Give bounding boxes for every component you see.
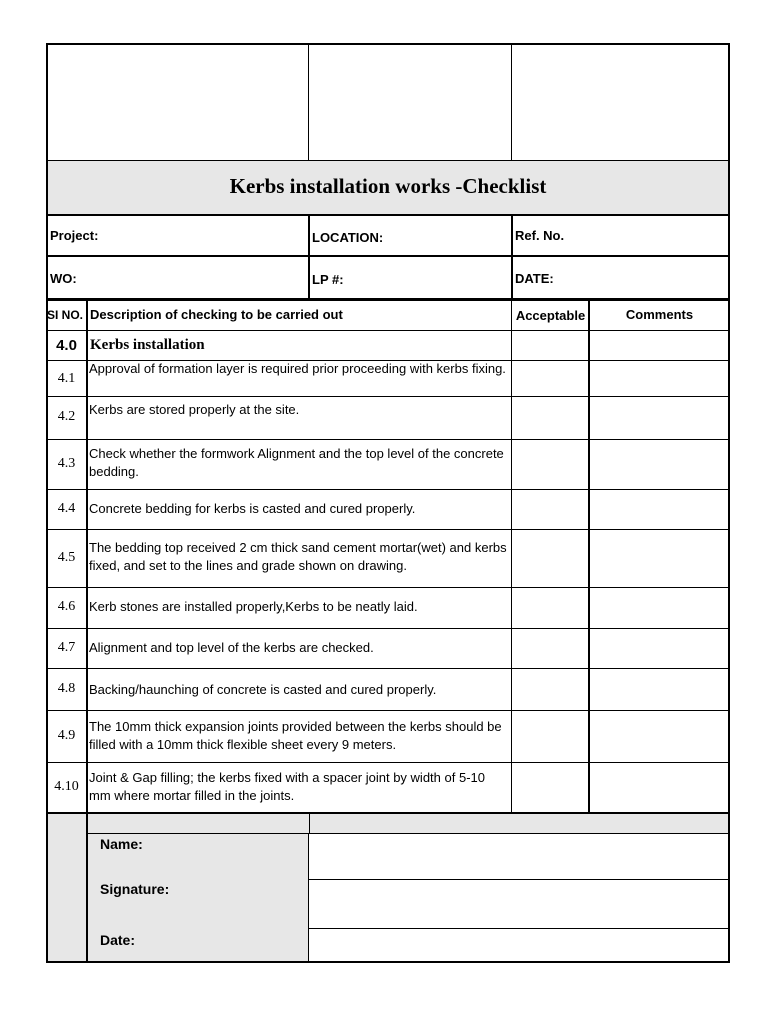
row-number: 4.1: [57, 371, 76, 386]
info-row1-bottom: [46, 255, 730, 257]
acceptable-header: Acceptable: [515, 308, 586, 323]
row-description: The 10mm thick expansion joints provided between the kerbs should be filled with a 10mm thick flexible sheet every 9 meters.: [89, 719, 502, 752]
row-number: 4.2: [57, 409, 76, 424]
signoff-label-divider: [308, 833, 309, 963]
col-divider-no: [86, 300, 88, 963]
row-description: Kerb stones are installed properly,Kerbs to be neatly laid.: [89, 599, 418, 614]
row-number: 4.6: [57, 599, 76, 614]
name-row-bottom: [309, 879, 730, 880]
row-divider: [46, 710, 730, 711]
row-number: 4.8: [57, 681, 76, 696]
signature-row-bottom: [309, 928, 730, 929]
table-bottom: [46, 812, 730, 814]
logo-divider-2: [511, 43, 512, 161]
row-divider: [46, 439, 730, 440]
row-description: Kerbs are stored properly at the site.: [89, 402, 300, 417]
row-description: The bedding top received 2 cm thick sand cement mortar(wet) and kerbs fixed, and set to the lines and grade shown on drawing.: [89, 540, 507, 573]
info-divider-2: [511, 214, 513, 300]
comments-header: Comments: [625, 307, 694, 322]
row-divider: [46, 587, 730, 588]
row-divider: [46, 529, 730, 530]
row-divider: [46, 628, 730, 629]
row-divider: [46, 489, 730, 490]
row-description: Approval of formation layer is required prior proceeding with kerbs fixing.: [89, 361, 506, 376]
name-label: Name:: [100, 836, 143, 852]
row-divider: [46, 762, 730, 763]
location-label: LOCATION:: [312, 230, 384, 245]
row-description: Check whether the formwork Alignment and the top level of the concrete bedding.: [89, 446, 504, 479]
row-number: 4.4: [57, 501, 76, 516]
si-no-header: SI NO.: [47, 308, 84, 322]
signoff-date-label: Date:: [100, 932, 136, 948]
row-number: 4.9: [57, 728, 76, 743]
row-number: 4.5: [57, 550, 76, 565]
logo-divider-1: [308, 43, 309, 161]
signature-label: Signature:: [100, 881, 170, 897]
wo-label: WO:: [50, 271, 77, 286]
row-description: Joint & Gap filling; the kerbs fixed with a spacer joint by width of 5-10 mm where mortar filled in the joints.: [89, 770, 485, 803]
date-label: DATE:: [515, 271, 554, 286]
row-divider: [46, 668, 730, 669]
logo-row-bottom: [46, 160, 730, 161]
signoff-divider-top: [309, 814, 310, 833]
row-number: 4.10: [54, 779, 79, 794]
ref-no-label: Ref. No.: [515, 228, 565, 243]
row-description: Backing/haunching of concrete is casted and cured properly.: [89, 682, 437, 697]
col-divider-desc: [511, 300, 512, 814]
header-bottom: [46, 330, 730, 331]
title-bottom: [46, 214, 730, 216]
info-divider-1: [308, 214, 310, 300]
info-row2-bottom: [46, 298, 730, 301]
row-number: 4.3: [57, 456, 76, 471]
section-title: Kerbs installation: [90, 337, 205, 353]
project-label: Project:: [50, 228, 99, 243]
signoff-band-bottom: [87, 833, 730, 834]
document-title: Kerbs installation works -Checklist: [229, 174, 547, 198]
row-divider: [46, 396, 730, 397]
section-number: 4.0: [56, 337, 77, 354]
col-divider-acceptable: [588, 300, 590, 814]
description-header: Description of checking to be carried out: [90, 307, 343, 322]
row-number: 4.7: [57, 640, 76, 655]
row-description: Concrete bedding for kerbs is casted and cured properly.: [89, 501, 416, 516]
lp-label: LP #:: [312, 272, 344, 287]
row-description: Alignment and top level of the kerbs are checked.: [89, 640, 374, 655]
checklist-sheet: [46, 43, 730, 963]
